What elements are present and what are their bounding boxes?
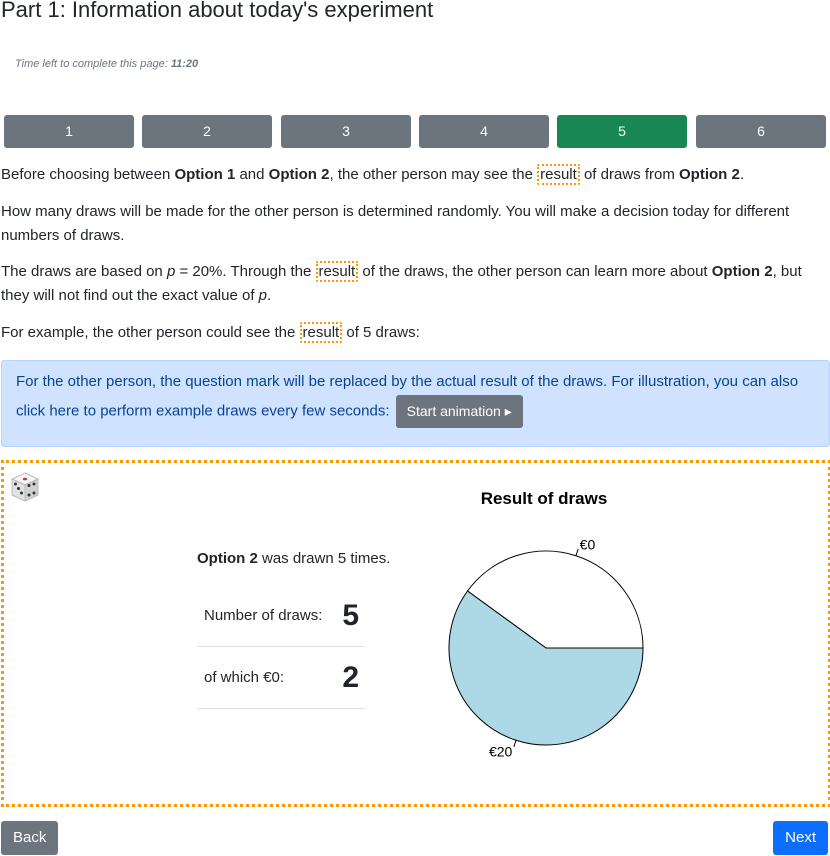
pie-chart [424,528,684,788]
step-2[interactable]: 2 [142,115,272,148]
step-4[interactable]: 4 [419,115,549,148]
step-3[interactable]: 3 [281,115,411,148]
example-draws-panel [1,460,830,807]
back-button[interactable]: Back [1,821,58,855]
step-6[interactable]: 6 [696,115,826,148]
paragraph-3: The draws are based on p = 20%. Through the result of the draws, the other person can learn more about Option 2, but they will not find out the exact value of p. [1,263,802,304]
timer-value: 11:20 [170,58,199,70]
dice-icon[interactable] [9,471,41,503]
stat-label: of which €0: [204,669,285,686]
result-tooltip[interactable]: result [537,164,580,185]
timer-label: Time left to complete this page: [15,58,168,70]
start-animation-button[interactable]: Start animation ▸ [396,395,523,428]
stat-value: 5 [342,599,359,632]
stat-value: 2 [342,661,359,694]
stat-row-draws [197,585,365,646]
pie-label-tick [576,549,578,556]
pie-slice-label: €20 [488,743,513,760]
pie-label-tick [514,740,516,747]
draw-summary: Option 2 was drawn 5 times. [197,550,391,567]
page-title: Part 1: Information about today's experiment [1,0,434,22]
paragraph-1: Before choosing between Option 1 and Option 2, the other person may see the result of draws from Option 2. [1,166,744,183]
timer [15,58,198,70]
result-tooltip[interactable]: result [316,261,359,282]
paragraph-2: How many draws will be made for the other person is determined randomly. You will make a decision today for different numbers of draws. [1,203,790,244]
next-button[interactable]: Next [773,821,828,855]
result-tooltip[interactable]: result [300,322,343,343]
step-5[interactable]: 5 [557,115,687,148]
paragraph-4: For example, the other person could see the result of 5 draws: [1,324,420,341]
step-1[interactable]: 1 [4,115,134,148]
chart-title: Result of draws [480,489,608,508]
pie-slice-label: €0 [579,536,596,553]
stat-row-zero [197,646,365,709]
info-alert [1,360,830,447]
step-navigation [4,115,826,148]
alert-text: For the other person, the question mark will be replaced by the actual result of the draws. For illustration, you can also click here to perform example draws every few seconds: [16,373,799,420]
stat-label: Number of draws: [204,607,323,624]
